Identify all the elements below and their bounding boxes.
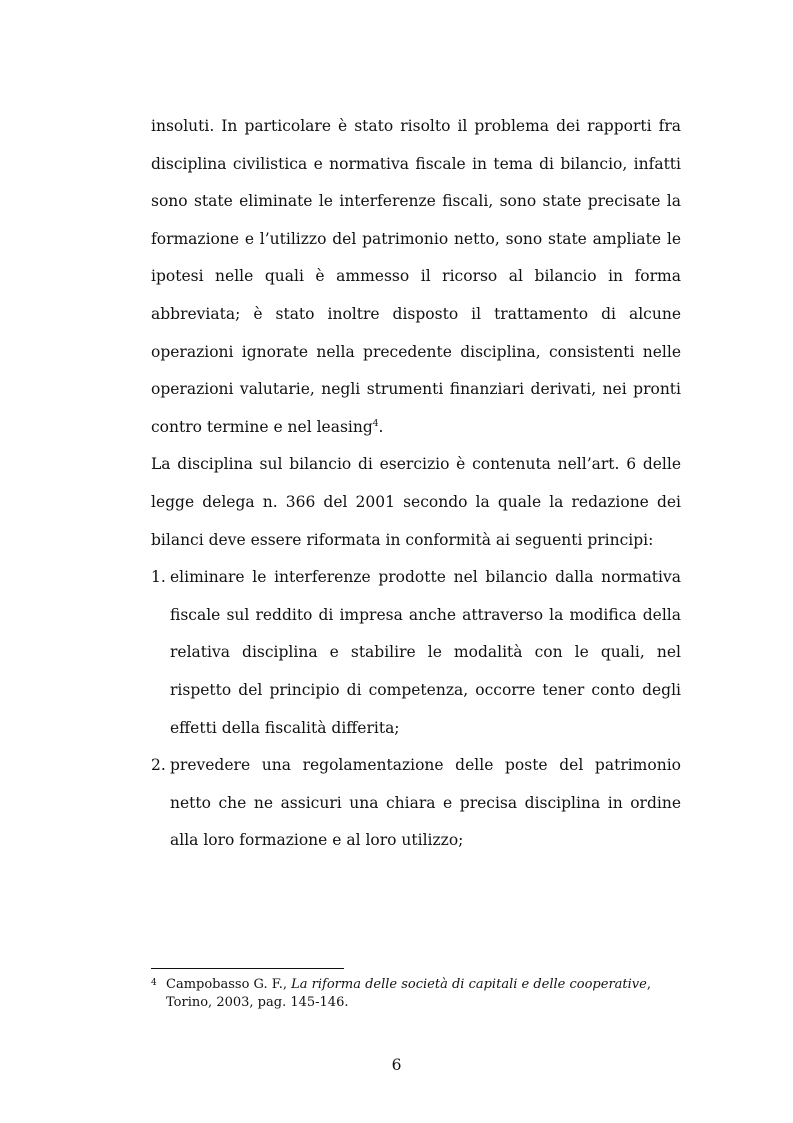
footnote-text (166, 977, 651, 992)
list-item-text: prevedere una regolamentazione delle poste del patrimonio netto che ne assicuri una chiara e precisa disciplina in ordine alla loro formazione e al loro utilizzo; (170, 756, 681, 850)
body-text (151, 108, 681, 860)
paragraph-1-end: . (378, 417, 384, 436)
page-number: 6 (391, 1056, 402, 1074)
list-item-number: 2. (151, 756, 166, 775)
list-item-number: 1. (151, 568, 166, 587)
footnote-separator (151, 968, 344, 969)
footnote-title: La riforma delle società di capitali e delle cooperative (291, 977, 647, 992)
paragraph-2: La disciplina sul bilancio di esercizio è contenuta nell’art. 6 delle legge delega n. 366 del 2001 secondo la quale la redazione dei bilanci deve essere riformata in conformità ai seguenti principi: (151, 455, 681, 549)
list-item-text: eliminare le interferenze prodotte nel bilancio dalla normativa fiscale sul reddito di impresa anche attraverso la modifica della relativa disciplina e stabilire le modalità con le quali, nel rispetto del principio di competenza, occorre tener conto degli effetti della fiscalità differita; (170, 568, 681, 737)
footnote-continuation: Torino, 2003, pag. 145-146. (166, 995, 349, 1010)
footnote-mark: 4 (151, 978, 157, 988)
footnote-author: Campobasso G. F., (166, 977, 292, 992)
footnote (151, 976, 681, 1012)
principles-list (151, 559, 681, 860)
list-item (151, 559, 681, 747)
list-item (151, 747, 681, 860)
paragraph-1-text: insoluti. In particolare è stato risolto il problema dei rapporti fra disciplina civilistica e normativa fiscale in tema di bilancio, infatti sono state eliminate le interferenze fiscali, sono state precisate la formazione e l’utilizzo del patrimonio netto, sono state ampliate le ipotesi nelle quali è ammesso il ricorso al bilancio in forma abbreviata; è stato inoltre disposto il trattamento di alcune operazioni ignorate nella precedente disciplina, consistenti nelle operazioni valutarie, negli strumenti finanziari derivati, nei pronti contro termine e nel leasing (151, 117, 681, 436)
paragraph-1 (151, 108, 681, 446)
footnote-reference[interactable]: 4 (372, 418, 379, 429)
footnote-after-title: , (646, 977, 651, 992)
